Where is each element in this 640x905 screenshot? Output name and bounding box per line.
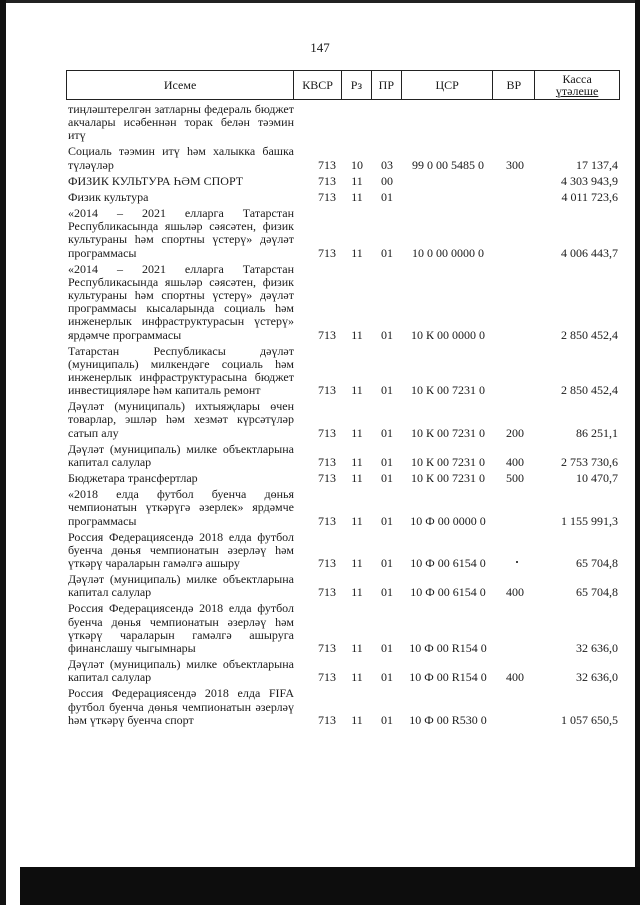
row-rz: 11 [351, 471, 363, 486]
table-row [66, 400, 620, 439]
row-rz: 10 [351, 157, 363, 172]
row-kvsr: 713 [318, 640, 336, 655]
row-sum: 86 251,1 [576, 425, 618, 440]
table-row [66, 175, 620, 188]
row-pr: 01 [381, 189, 393, 204]
row-kvsr: 713 [318, 157, 336, 172]
row-pr: 01 [381, 425, 393, 440]
row-kvsr: 713 [318, 383, 336, 398]
row-pr: 01 [381, 513, 393, 528]
row-kvsr: 713 [318, 585, 336, 600]
row-sum: 17 137,4 [576, 157, 618, 172]
scan-edge-right [635, 0, 640, 905]
row-name: Дәүләт (муниципаль) милке объектларына капитал салулар [68, 572, 294, 600]
row-name: Бюджетара трансфертлар [68, 471, 198, 486]
row-rz: 11 [351, 383, 363, 398]
row-vr: 400 [506, 454, 524, 469]
row-pr: 00 [381, 173, 393, 188]
row-name: «2014 – 2021 елларга Татарстан Республикасында яшьләр сәясәтен, физик культураны һәм спортны үстерү» дәүләт программасы кысаларында социаль һәм инженерлык инфраструктурасын үстерү» ярдәмче программасы [68, 261, 294, 342]
row-csr: 10 Ф 00 R530 0 [409, 712, 487, 727]
row-csr: 10 Ф 00 R154 0 [409, 670, 487, 685]
row-csr: 10 К 00 7231 0 [410, 471, 485, 486]
row-rz: 11 [351, 454, 363, 469]
row-kvsr: 713 [318, 189, 336, 204]
table-row [66, 345, 620, 398]
table-row [66, 602, 620, 655]
table-row [66, 145, 620, 171]
row-sum: 2 850 452,4 [561, 327, 618, 342]
table-row [66, 443, 620, 469]
row-kvsr: 713 [318, 712, 336, 727]
page-number: 147 [310, 40, 330, 55]
row-sum: 32 636,0 [576, 640, 618, 655]
row-rz: 11 [351, 640, 363, 655]
row-rz: 11 [351, 513, 363, 528]
row-pr: 01 [381, 471, 393, 486]
row-kvsr: 713 [318, 471, 336, 486]
row-kvsr: 713 [318, 670, 336, 685]
row-rz: 11 [351, 173, 363, 188]
row-csr: 10 К 00 7231 0 [410, 425, 485, 440]
row-pr: 01 [381, 556, 393, 570]
row-name: Социаль тәэмин итү һәм халыкка башка түләүләр [68, 144, 294, 172]
scan-edge-top [0, 0, 640, 3]
row-vr: 500 [506, 471, 524, 486]
row-rz: 11 [351, 670, 363, 685]
row-sum: 32 636,0 [576, 670, 618, 685]
table-row [66, 207, 620, 260]
row-rz: 11 [351, 556, 363, 570]
scan-edge-bottom [20, 867, 640, 905]
row-rz: 11 [351, 245, 363, 260]
header-vr: ВР [493, 71, 535, 99]
table-row [66, 472, 620, 485]
row-vr: 300 [506, 157, 524, 172]
row-kvsr: 713 [318, 327, 336, 342]
row-pr: 01 [381, 245, 393, 260]
row-name: тиңләштерелгән затларны федераль бюджет акчалары исәбеннән торак белән тәэмин итү [68, 102, 294, 143]
row-pr: 03 [381, 157, 393, 172]
row-sum: 1 057 650,5 [561, 712, 618, 727]
row-csr: 99 0 00 5485 0 [412, 157, 484, 172]
row-name: Россия Федерациясендә 2018 елда футбол буенча дөнья чемпионатын әзерләү һәм үткәрү чараларын гамәлгә ашыру [68, 529, 294, 570]
row-sum: 4 303 943,9 [561, 173, 618, 188]
table-row [66, 687, 620, 726]
row-kvsr: 713 [318, 245, 336, 260]
row-pr: 01 [381, 670, 393, 685]
row-csr: 10 К 00 7231 0 [410, 383, 485, 398]
row-csr: 10 0 00 0000 0 [412, 245, 484, 260]
row-pr: 01 [381, 640, 393, 655]
row-kvsr: 713 [318, 425, 336, 440]
header-rz: Рз [342, 71, 372, 99]
header-name: Исеме [67, 71, 294, 99]
row-kvsr: 713 [318, 513, 336, 528]
row-vr: 400 [506, 670, 524, 685]
row-rz: 11 [351, 189, 363, 204]
row-name: Россия Федерациясендә 2018 елда футбол буенча дөнья чемпионатын әзерләү һәм үткәрү чараларын гамәлгә ашыруга финанслашу чыгымнары [68, 601, 294, 655]
row-name: «2014 – 2021 елларга Татарстан Республикасында яшьләр сәясәтен, физик культураны һәм спортны үстерү» дәүләт программасы [68, 206, 294, 260]
row-sum: 65 704,8 [576, 556, 618, 570]
row-vr: 400 [506, 585, 524, 600]
table-row [66, 263, 620, 342]
row-name: Россия Федерациясендә 2018 елда FIFA футбол буенча дөнья чемпионатын әзерләү һәм үткәрү буенча спорт [68, 686, 294, 727]
header-csr: ЦСР [402, 71, 494, 99]
header-kassa-line1: Касса [562, 72, 592, 86]
row-pr: 01 [381, 712, 393, 727]
row-pr: 01 [381, 585, 393, 600]
row-name: ФИЗИК КУЛЬТУРА ҺӘМ СПОРТ [68, 173, 244, 188]
header-pr: ПР [372, 71, 402, 99]
row-name: Физик культура [68, 189, 149, 204]
row-name: «2018 елда футбол буенча дөнья чемпионатын үткәрүгә әзерлек» ярдәмче программасы [68, 487, 294, 528]
header-kassa-line2: үтәлеше [555, 84, 599, 98]
table-row [66, 488, 620, 527]
row-kvsr: 713 [318, 454, 336, 469]
row-rz: 11 [351, 425, 363, 440]
row-pr: 01 [381, 454, 393, 469]
row-sum: 4 006 443,7 [561, 245, 618, 260]
row-sum: 2 753 730,6 [561, 454, 618, 469]
table-body [66, 103, 620, 727]
table-row [66, 573, 620, 599]
table-row [66, 103, 620, 142]
row-name: Дәүләт (муниципаль) милке объектларына капитал салулар [68, 657, 294, 685]
row-vr: 200 [506, 425, 524, 440]
row-pr: 01 [381, 327, 393, 342]
row-kvsr: 713 [318, 173, 336, 188]
row-sum: 65 704,8 [576, 585, 618, 600]
row-csr: 10 Ф 00 0000 0 [410, 513, 486, 528]
row-rz: 11 [351, 585, 363, 600]
row-kvsr: 713 [318, 556, 336, 570]
table-header [66, 70, 620, 100]
table-row [66, 531, 620, 570]
row-csr: 10 К 00 7231 0 [410, 454, 485, 469]
row-sum: 4 011 723,6 [561, 189, 618, 204]
row-rz: 11 [351, 712, 363, 727]
row-name: Татарстан Республикасы дәүләт (муниципаль) милкендәге социаль һәм инженерлык инфраструктурасына бюджет инвестицияләре һәм капиталь ремонт [68, 343, 294, 398]
header-kvsr: КВСР [294, 71, 342, 99]
table-row [66, 658, 620, 684]
row-csr: 10 Ф 00 R154 0 [409, 640, 487, 655]
row-csr: 10 К 00 0000 0 [410, 327, 485, 342]
row-sum: 2 850 452,4 [561, 383, 618, 398]
header-kassa [535, 71, 619, 99]
table-row [66, 191, 620, 204]
row-rz: 11 [351, 327, 363, 342]
row-name: Дәүләт (муниципаль) милке объектларына капитал салулар [68, 441, 294, 469]
row-sum: 10 470,7 [576, 471, 618, 486]
scan-edge-left [0, 0, 6, 905]
row-csr: 10 Ф 00 6154 0 [410, 585, 486, 600]
row-pr: 01 [381, 383, 393, 398]
row-csr: 10 Ф 00 6154 0 [410, 556, 486, 570]
row-sum: 1 155 991,3 [561, 513, 618, 528]
scan-speck [516, 561, 518, 563]
row-name: Дәүләт (муниципаль) ихтыяҗлары өчен товарлар, эшләр һәм хезмәт күрсәтүләр сатып алу [68, 399, 294, 440]
